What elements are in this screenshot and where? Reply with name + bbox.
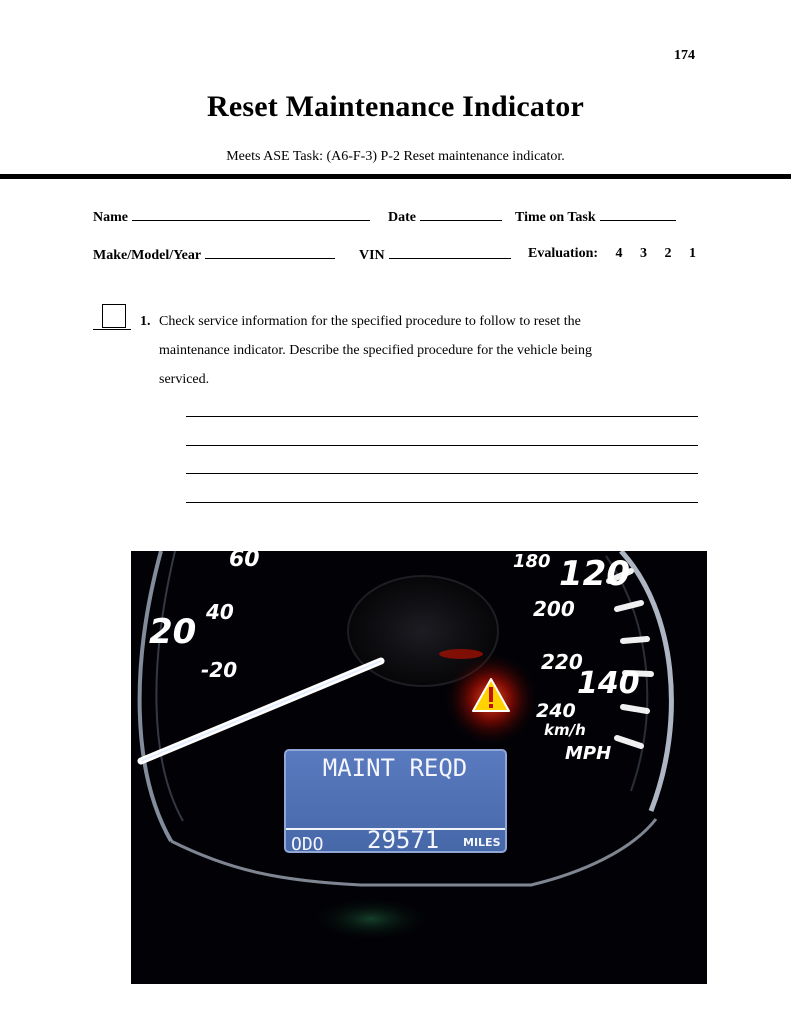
speed-label-200: 200 [533, 597, 575, 621]
name-label: Name [93, 210, 128, 225]
odometer-unit: MILES [463, 836, 501, 849]
page-title: Reset Maintenance Indicator [206, 90, 584, 123]
green-reflection [311, 897, 431, 941]
speed-label-60: 60 [229, 551, 260, 572]
odometer-label: ODO [291, 834, 324, 855]
date-field [388, 208, 502, 226]
step-number: 1. [140, 314, 151, 329]
make-model-year-field [93, 246, 335, 264]
answer-line[interactable] [186, 502, 698, 503]
speed-label-180: 180 [513, 551, 551, 572]
make-model-year-label: Make/Model/Year [93, 248, 202, 263]
red-reflection [439, 649, 483, 659]
speed-label-40: 40 [206, 600, 234, 624]
maintenance-message: MAINT REQD [322, 754, 468, 782]
evaluation-option-2[interactable]: 2 [664, 246, 672, 261]
time-on-task-blank[interactable] [600, 208, 676, 221]
page-number: 174 [674, 48, 695, 63]
unit-kmh: km/h [544, 721, 586, 739]
vin-label: VIN [359, 248, 385, 263]
date-label: Date [388, 210, 416, 225]
step-checkbox[interactable] [102, 304, 126, 328]
ase-task-line: Meets ASE Task: (A6-F-3) P-2 Reset maintenance indicator. [226, 149, 565, 164]
speed-label-140: 140 [577, 666, 640, 701]
cluster-illustration [131, 551, 707, 984]
speed-label-minus-20: -20 [201, 658, 238, 682]
speed-label-240: 240 [536, 700, 576, 722]
step-text-line: serviced. [159, 372, 210, 387]
vin-field [359, 246, 511, 264]
answer-line[interactable] [186, 416, 698, 417]
odometer-value: 29571 [367, 826, 440, 854]
evaluation-option-4[interactable]: 4 [615, 246, 623, 261]
step-text-line: Check service information for the specified procedure to follow to reset the [159, 314, 581, 329]
time-on-task-field [515, 208, 676, 226]
evaluation-field [528, 246, 696, 262]
answer-line[interactable] [186, 473, 698, 474]
vin-blank[interactable] [389, 246, 511, 259]
evaluation-option-1[interactable]: 1 [689, 246, 697, 261]
warning-exclamation-icon [489, 687, 493, 702]
step-text-line: maintenance indicator. Describe the specified procedure for the vehicle being [159, 343, 593, 358]
make-model-year-blank[interactable] [205, 246, 335, 259]
header-rule [0, 174, 791, 179]
speed-label-120: 120 [559, 554, 630, 594]
speed-label-20: 20 [149, 612, 197, 652]
time-on-task-label: Time on Task [515, 210, 596, 225]
answer-line[interactable] [186, 445, 698, 446]
name-field [93, 208, 370, 226]
evaluation-option-3[interactable]: 3 [640, 246, 648, 261]
checkbox-underline [93, 329, 131, 330]
instrument-cluster-photo [131, 551, 707, 984]
unit-mph: MPH [565, 743, 612, 764]
speed-label-220: 220 [541, 650, 583, 674]
date-blank[interactable] [420, 208, 502, 221]
name-blank[interactable] [132, 208, 370, 221]
evaluation-label: Evaluation: [528, 246, 599, 261]
